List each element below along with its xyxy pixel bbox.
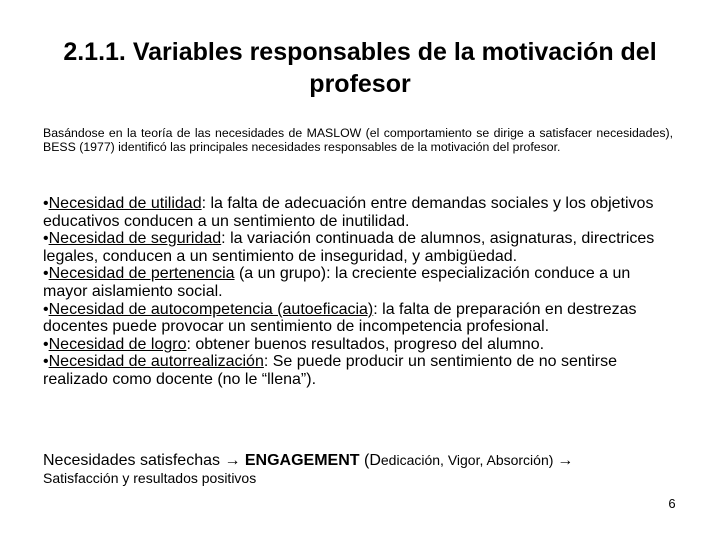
- slide-title: 2.1.1. Variables responsables de la motivación del profesor: [63, 38, 657, 98]
- need-description: : Se puede producir un sentimiento de no sentirse realizado como docente (no le “llena”).: [43, 353, 617, 388]
- need-description: (a un grupo): la creciente especialización conduce a un mayor aislamiento social.: [43, 265, 631, 300]
- list-item: [43, 353, 673, 388]
- need-label: Necesidad de autorrealización: [48, 353, 264, 371]
- need-description: : la variación continuada de alumnos, asignaturas, directrices legales, conducen a un sentimiento de inseguridad, y ambigüedad.: [43, 230, 655, 265]
- page-number: 6: [668, 496, 676, 511]
- need-label: Necesidad de pertenencia: [48, 265, 235, 283]
- bullet-marker: •: [43, 335, 49, 353]
- need-label: Necesidad de utilidad: [48, 195, 202, 212]
- engagement-prefix: Necesidades satisfechas: [43, 452, 225, 469]
- bullet-marker: •: [43, 230, 49, 248]
- engagement-summary: [43, 451, 683, 486]
- list-item: [43, 301, 673, 336]
- bullet-marker: •: [43, 300, 49, 318]
- bullet-marker: •: [43, 353, 49, 371]
- list-item: [43, 336, 673, 354]
- list-item: [43, 230, 673, 265]
- need-description: : la falta de preparación en destrezas docentes puede provocar un sentimiento de incompetencia profesional.: [43, 300, 637, 336]
- arrow-icon: →: [557, 452, 574, 469]
- list-item: [43, 265, 673, 300]
- engagement-components: edicación, Vigor, Absorción): [380, 452, 558, 468]
- engagement-paren-open: (D: [359, 452, 381, 469]
- intro-paragraph: Basándose en la teoría de las necesidades de MASLOW (el comportamiento se dirige a satisfacer necesidades), BESS (1977) identificó las principales necesidades responsables de la motivación del profesor.: [43, 126, 673, 154]
- arrow-icon: →: [224, 452, 241, 469]
- need-description: : obtener buenos resultados, progreso del alumno.: [186, 335, 545, 353]
- engagement-keyword: ENGAGEMENT: [240, 452, 360, 469]
- need-description: : la falta de adecuación entre demandas sociales y los objetivos educativos conducen a un sentimiento de inutilidad.: [43, 195, 654, 230]
- list-item: [43, 195, 673, 230]
- need-label: Necesidad de autocompetencia (autoeficacia): [48, 300, 374, 318]
- need-label: Necesidad de seguridad: [48, 230, 222, 248]
- engagement-result: Satisfacción y resultados positivos: [43, 470, 257, 486]
- bullet-marker: •: [43, 265, 49, 283]
- needs-list: [43, 195, 673, 389]
- need-label: Necesidad de logro: [48, 335, 187, 353]
- bullet-marker: •: [43, 195, 49, 212]
